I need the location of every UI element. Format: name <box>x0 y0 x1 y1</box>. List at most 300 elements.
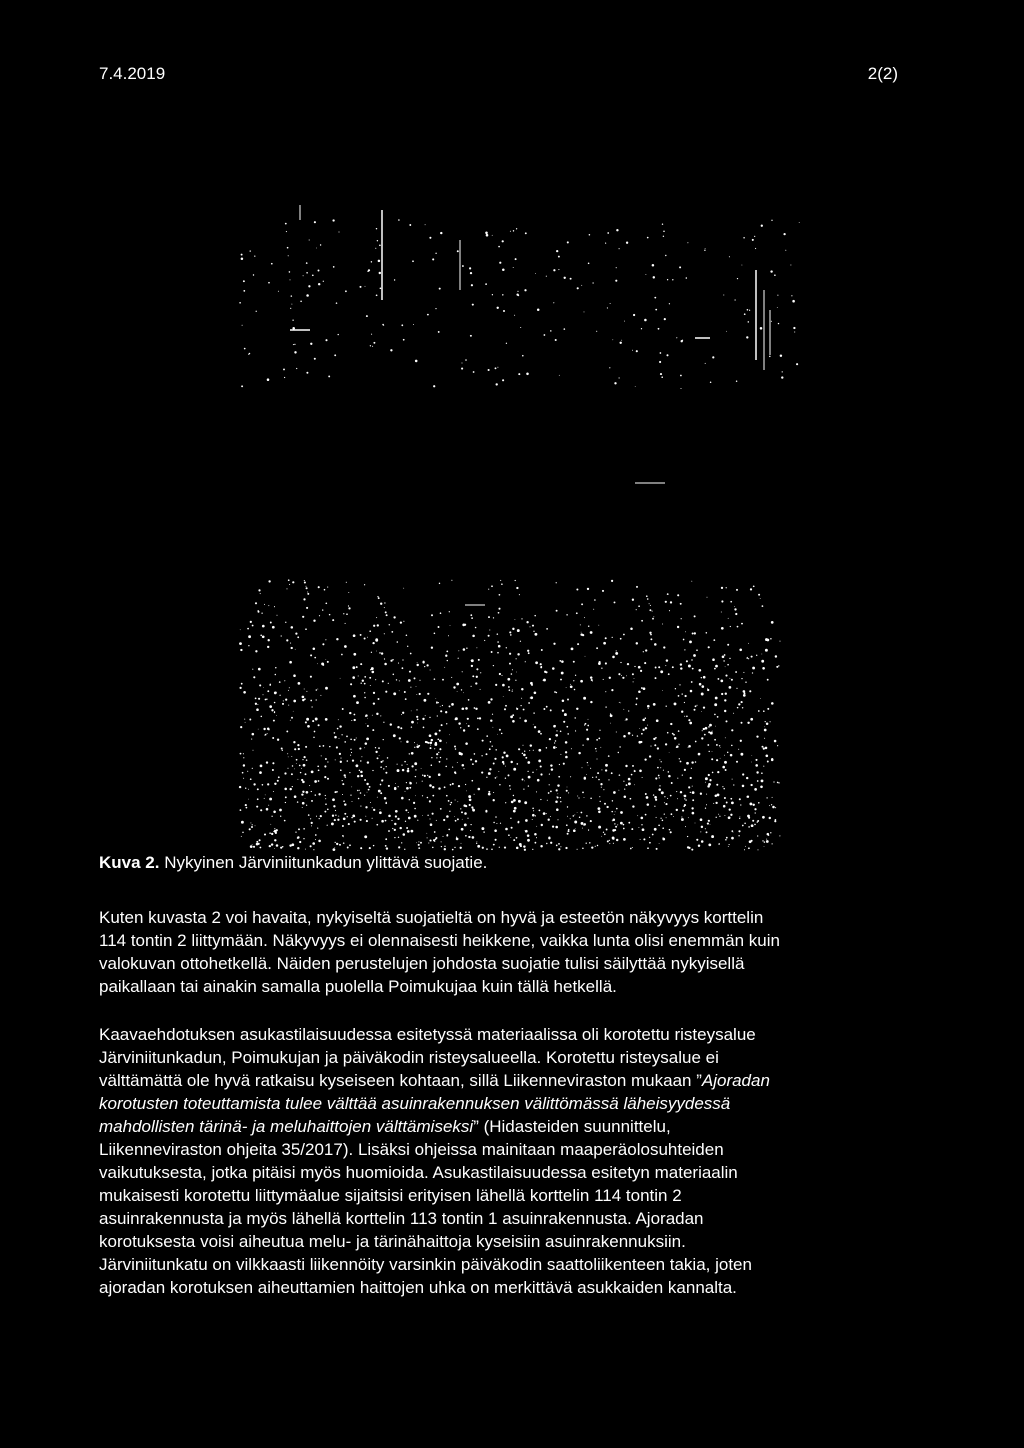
photo-speckle <box>314 657 316 659</box>
photo-speckle <box>407 830 410 833</box>
photo-speckle <box>520 718 521 719</box>
photo-speckle <box>291 773 293 775</box>
photo-speckle <box>318 769 320 771</box>
photo-speckle <box>643 838 645 840</box>
photo-speckle <box>450 784 452 786</box>
photo-speckle <box>383 722 384 723</box>
photo-speckle <box>764 726 765 727</box>
photo-speckle <box>650 634 652 636</box>
photo-speckle <box>565 741 568 744</box>
photo-speckle <box>422 815 423 816</box>
photo-speckle <box>364 779 366 781</box>
photo-speckle <box>601 787 602 788</box>
photo-speckle <box>727 752 728 753</box>
photo-speckle <box>632 805 634 807</box>
photo-speckle <box>774 274 776 276</box>
photo-speckle <box>376 713 378 715</box>
photo-speckle <box>653 794 654 795</box>
photo-speckle <box>355 764 358 767</box>
photo-speckle <box>462 707 465 710</box>
photo-speckle <box>546 276 547 277</box>
photo-speckle <box>713 803 714 804</box>
photo-speckle <box>567 699 569 701</box>
photo-speckle <box>762 816 765 819</box>
photo-speckle <box>264 798 265 799</box>
photo-speckle <box>553 643 555 645</box>
photo-speckle <box>282 750 283 751</box>
photo-speckle <box>740 740 742 742</box>
photo-speckle <box>474 753 476 755</box>
photo-speckle <box>695 823 696 824</box>
photo-speckle <box>411 721 414 724</box>
photo-speckle <box>771 220 772 221</box>
photo-speckle <box>323 745 325 747</box>
photo-speckle <box>587 725 589 727</box>
photo-speckle <box>740 753 743 756</box>
photo-speckle <box>289 271 291 273</box>
photo-speckle <box>514 807 517 810</box>
photo-speckle <box>248 645 249 646</box>
photo-speckle <box>632 673 634 675</box>
photo-speckle <box>284 820 286 822</box>
photo-speckle <box>325 718 328 721</box>
photo-speckle <box>670 723 672 725</box>
photo-speckle <box>527 834 530 837</box>
photo-speckle <box>434 841 435 842</box>
photo-speckle <box>444 667 445 668</box>
photo-speckle <box>268 282 270 284</box>
photo-speckle <box>429 818 430 819</box>
photo-speckle <box>636 586 638 588</box>
photo-speckle <box>291 843 294 846</box>
photo-speckle <box>692 668 694 670</box>
photo-speckle <box>245 788 246 789</box>
photo-speckle <box>619 248 620 249</box>
photo-speckle <box>360 663 362 665</box>
photo-speckle <box>496 823 497 824</box>
photo-speckle <box>690 690 693 693</box>
photo-speckle <box>750 588 752 590</box>
photo-speckle <box>707 785 710 788</box>
photo-speckle <box>707 823 709 825</box>
photo-speckle <box>558 256 560 258</box>
photo-speckle <box>378 597 380 599</box>
photo-speckle <box>560 754 561 755</box>
photo-speckle <box>677 594 679 596</box>
photo-speckle <box>623 824 625 826</box>
photo-speckle <box>550 330 552 332</box>
photo-speckle <box>477 718 479 720</box>
photo-speckle <box>588 626 589 627</box>
photo-speckle <box>295 633 297 635</box>
photo-speckle <box>472 763 474 765</box>
photo-speckle <box>712 772 714 774</box>
photo-speckle <box>371 667 374 670</box>
photo-speckle <box>332 619 334 621</box>
photo-speckle <box>340 769 342 771</box>
photo-speckle <box>796 363 798 365</box>
photo-speckle <box>472 809 475 812</box>
photo-speckle <box>439 761 441 763</box>
photo-speckle <box>571 648 574 651</box>
photo-speckle <box>706 794 707 795</box>
photo-speckle <box>647 705 650 708</box>
photo-speckle <box>456 837 457 838</box>
photo-speckle <box>498 612 500 614</box>
photo-speckle <box>555 826 558 829</box>
photo-speckle <box>245 722 246 723</box>
photo-speckle <box>502 684 505 687</box>
photo-speckle <box>528 702 530 704</box>
photo-speckle <box>775 655 777 657</box>
photo-speckle <box>716 817 717 818</box>
photo-speckle <box>570 684 571 685</box>
photo-speckle <box>445 711 447 713</box>
photo-speckle <box>705 782 706 783</box>
photo-speckle <box>436 701 437 702</box>
photo-speckle <box>511 673 513 675</box>
photo-speckle <box>736 589 738 591</box>
photo-speckle <box>310 676 312 678</box>
photo-speckle <box>711 758 713 760</box>
photo-speckle <box>300 772 301 773</box>
photo-speckle <box>561 660 564 663</box>
photo-speckle <box>385 772 387 774</box>
photo-speckle <box>535 815 536 816</box>
photo-speckle <box>513 267 514 268</box>
photo-speckle <box>603 642 606 645</box>
photo-speckle <box>755 764 758 767</box>
photo-speckle <box>725 666 726 667</box>
photo-speckle <box>334 791 336 793</box>
photo-speckle <box>378 790 381 793</box>
photo-speckle <box>731 745 733 747</box>
photo-speckle <box>729 844 730 845</box>
photo-speckle <box>317 663 318 664</box>
photo-speckle <box>428 842 429 843</box>
photo-speckle <box>737 707 739 709</box>
photo-speckle <box>372 642 374 644</box>
photo-speckle <box>348 605 349 606</box>
photo-speckle <box>493 799 495 801</box>
photo-speckle <box>350 755 351 756</box>
photo-speckle <box>696 705 697 706</box>
photo-speckle <box>614 601 616 603</box>
photo-speckle <box>568 830 570 832</box>
photo-speckle <box>750 784 752 786</box>
photo-speckle <box>279 695 280 696</box>
photo-speckle <box>553 725 556 728</box>
photo-speckle <box>574 689 576 691</box>
photo-speckle <box>242 772 244 774</box>
photo-speckle <box>709 779 711 781</box>
photo-speckle <box>392 659 393 660</box>
photo-speckle <box>426 664 428 666</box>
photo-speckle <box>354 714 356 716</box>
photo-speckle <box>505 828 508 831</box>
photo-speckle <box>409 224 411 226</box>
photo-speckle <box>668 771 670 773</box>
photo-speckle <box>620 638 622 640</box>
photo-speckle <box>489 768 491 770</box>
photo-speckle <box>485 232 488 235</box>
photo-speckle <box>261 716 263 718</box>
photo-speckle <box>476 843 477 844</box>
photo-speckle <box>541 649 543 651</box>
photo-speckle <box>486 753 488 755</box>
photo-speckle <box>592 282 593 283</box>
photo-speckle <box>772 806 775 809</box>
photo-speckle <box>688 747 689 748</box>
photo-speckle <box>780 355 782 357</box>
photo-speckle <box>488 791 490 793</box>
photo-speckle <box>612 637 613 638</box>
photo-speckle <box>513 839 515 841</box>
photo-speckle <box>463 692 464 693</box>
photo-speckle <box>351 752 352 753</box>
photo-speckle <box>752 667 755 670</box>
photo-speckle <box>560 801 561 802</box>
photo-speckle <box>251 826 253 828</box>
photo-speckle <box>550 709 552 711</box>
photo-speckle <box>508 774 510 776</box>
photo-speckle <box>293 711 294 712</box>
photo-speckle <box>682 810 684 812</box>
photo-speckle <box>454 816 455 817</box>
photo-speckle <box>672 733 674 735</box>
photo-speckle <box>329 614 331 616</box>
photo-speckle <box>446 650 448 652</box>
photo-speckle <box>649 609 651 611</box>
photo-speckle <box>456 683 459 686</box>
photo-speckle <box>446 743 447 744</box>
photo-speckle <box>701 737 703 739</box>
photo-speckle <box>471 780 473 782</box>
photo-speckle <box>315 834 317 836</box>
photo-speckle <box>654 297 656 299</box>
photo-speckle <box>553 746 556 749</box>
photo-speckle <box>333 805 335 807</box>
photo-speckle <box>662 690 663 691</box>
photo-speckle <box>548 837 550 839</box>
photo-speckle <box>438 752 439 753</box>
photo-speckle <box>472 635 475 638</box>
photo-speckle <box>501 733 503 735</box>
photo-speckle <box>771 621 774 624</box>
photo-speckle <box>558 269 559 270</box>
photo-speckle <box>701 685 704 688</box>
photo-speckle <box>493 822 494 823</box>
photo-speckle <box>452 766 453 767</box>
photo-speckle <box>258 729 259 730</box>
photo-speckle <box>611 772 613 774</box>
photo-speckle <box>482 740 484 742</box>
photo-speckle <box>615 280 617 282</box>
photo-speckle <box>244 348 246 350</box>
photo-speckle <box>362 680 364 682</box>
photo-speckle <box>247 771 248 772</box>
photo-speckle <box>241 257 244 260</box>
photo-speckle <box>714 739 716 741</box>
photo-speckle <box>756 655 757 656</box>
photo-speckle <box>392 828 393 829</box>
photo-speckle <box>647 847 649 849</box>
quote-text: korotusten toteuttamista tulee välttää asuinrakennuksen välittömässä läheisyydessä <box>99 1094 731 1113</box>
photo-speckle <box>677 798 678 799</box>
photo-speckle <box>396 812 397 813</box>
photo-speckle <box>693 654 696 657</box>
photo-speckle <box>574 821 577 824</box>
photo-speckle <box>390 349 392 351</box>
photo-speckle <box>763 766 764 767</box>
photo-speckle <box>281 748 283 750</box>
photo-speckle <box>685 631 686 632</box>
photo-speckle <box>256 708 259 711</box>
photo-speckle <box>434 732 437 735</box>
photo-speckle <box>385 691 387 693</box>
photo-speckle <box>350 749 351 750</box>
photo-speckle <box>724 699 726 701</box>
photo-speckle <box>676 337 677 338</box>
photo-speckle <box>529 750 530 751</box>
photo-speckle <box>423 661 425 663</box>
photo-speckle <box>731 802 734 805</box>
photo-speckle <box>725 720 727 722</box>
photo-speckle <box>536 791 537 792</box>
photo-speckle <box>254 255 255 256</box>
photo-speckle <box>325 639 326 640</box>
photo-speckle <box>704 734 706 736</box>
photo-speckle <box>513 768 516 771</box>
photo-speckle <box>590 701 592 703</box>
photo-speckle <box>382 760 383 761</box>
photo-speckle <box>359 790 360 791</box>
paragraph-line: valokuvan ottohetkellä. Näiden perustelujen johdosta suojatie tulisi säilyttää nykyisellä <box>99 954 745 973</box>
photo-speckle <box>258 611 260 613</box>
photo-speckle <box>356 738 357 739</box>
photo-speckle <box>332 219 334 221</box>
photo-speckle <box>353 653 356 656</box>
photo-speckle <box>512 691 513 692</box>
photo-speckle <box>498 645 501 648</box>
photo-speckle <box>311 800 313 802</box>
paragraph-line: asuinrakennusta ja myös lähellä korttelin 113 tontin 1 asuinrakennusta. Ajoradan <box>99 1209 704 1228</box>
photo-speckle <box>553 269 555 271</box>
photo-speckle <box>706 831 708 833</box>
photo-speckle <box>577 849 578 850</box>
photo-speckle <box>662 624 663 625</box>
photo-speckle <box>282 846 283 847</box>
photo-speckle <box>360 760 361 761</box>
photo-speckle <box>354 821 356 823</box>
photo-speckle <box>419 680 420 681</box>
photo-speckle <box>441 841 442 842</box>
photo-speckle <box>373 342 375 344</box>
photo-speckle <box>588 765 589 766</box>
photo-speckle <box>605 691 606 692</box>
photo-speckle <box>525 757 527 759</box>
photo-speckle <box>364 676 366 678</box>
photo-speckle <box>563 763 565 765</box>
photo-speckle <box>263 728 265 730</box>
photo-speckle <box>763 710 765 712</box>
photo-speckle <box>532 849 533 850</box>
photo-speckle <box>468 836 470 838</box>
photo-speckle <box>746 777 748 779</box>
photo-speckle <box>512 628 514 630</box>
photo-speckle <box>691 761 693 763</box>
photo-speckle <box>364 747 365 748</box>
photo-speckle <box>429 734 432 737</box>
photo-speckle <box>383 325 384 326</box>
photo-speckle <box>777 745 778 746</box>
photo-speckle <box>322 609 323 610</box>
photo-speckle <box>312 274 314 276</box>
photo-speckle <box>306 272 308 274</box>
photo-speckle <box>682 693 683 694</box>
photo-speckle <box>622 677 624 679</box>
photo-speckle <box>414 815 417 818</box>
photo-speckle <box>262 635 265 638</box>
photo-speckle <box>291 295 292 296</box>
photo-speckle <box>555 801 558 804</box>
photo-speckle <box>367 792 368 793</box>
photo-speckle <box>774 740 777 743</box>
photo-speckle <box>380 784 382 786</box>
photo-speckle <box>559 660 561 662</box>
photo-speckle <box>344 645 347 648</box>
photo-speckle <box>793 327 795 329</box>
photo-speckle <box>521 688 523 690</box>
photo-speckle <box>350 683 352 685</box>
photo-speckle <box>371 652 372 653</box>
photo-speckle <box>417 723 418 724</box>
photo-speckle <box>645 793 647 795</box>
photo-speckle <box>732 779 733 780</box>
photo-speckle <box>447 660 448 661</box>
photo-speckle <box>429 839 431 841</box>
photo-speckle <box>691 807 693 809</box>
photo-speckle <box>380 603 382 605</box>
photo-speckle <box>549 774 550 775</box>
photo-speckle <box>684 795 687 798</box>
photo-speckle <box>439 739 442 742</box>
photo-speckle <box>766 839 767 840</box>
photo-speckle <box>488 772 491 775</box>
photo-speckle <box>263 694 264 695</box>
photo-speckle <box>314 731 316 733</box>
photo-speckle <box>315 718 318 721</box>
photo-speckle <box>292 581 294 583</box>
photo-speckle <box>243 778 244 779</box>
photo-speckle <box>754 824 756 826</box>
photo-speckle <box>516 763 518 765</box>
photo-speckle <box>431 647 433 649</box>
photo-speckle <box>309 785 310 786</box>
photo-speckle <box>451 703 454 706</box>
photo-speckle <box>598 811 601 814</box>
photo-speckle <box>760 598 761 599</box>
photo-speckle <box>692 633 694 635</box>
photo-speckle <box>741 701 743 703</box>
photo-speckle <box>728 846 729 847</box>
photo-speckle <box>257 798 259 800</box>
photo-speckle <box>590 676 593 679</box>
photo-speckle <box>652 264 655 267</box>
photo-speckle <box>654 806 655 807</box>
photo-speckle <box>560 797 561 798</box>
photo-speckle <box>764 738 765 739</box>
